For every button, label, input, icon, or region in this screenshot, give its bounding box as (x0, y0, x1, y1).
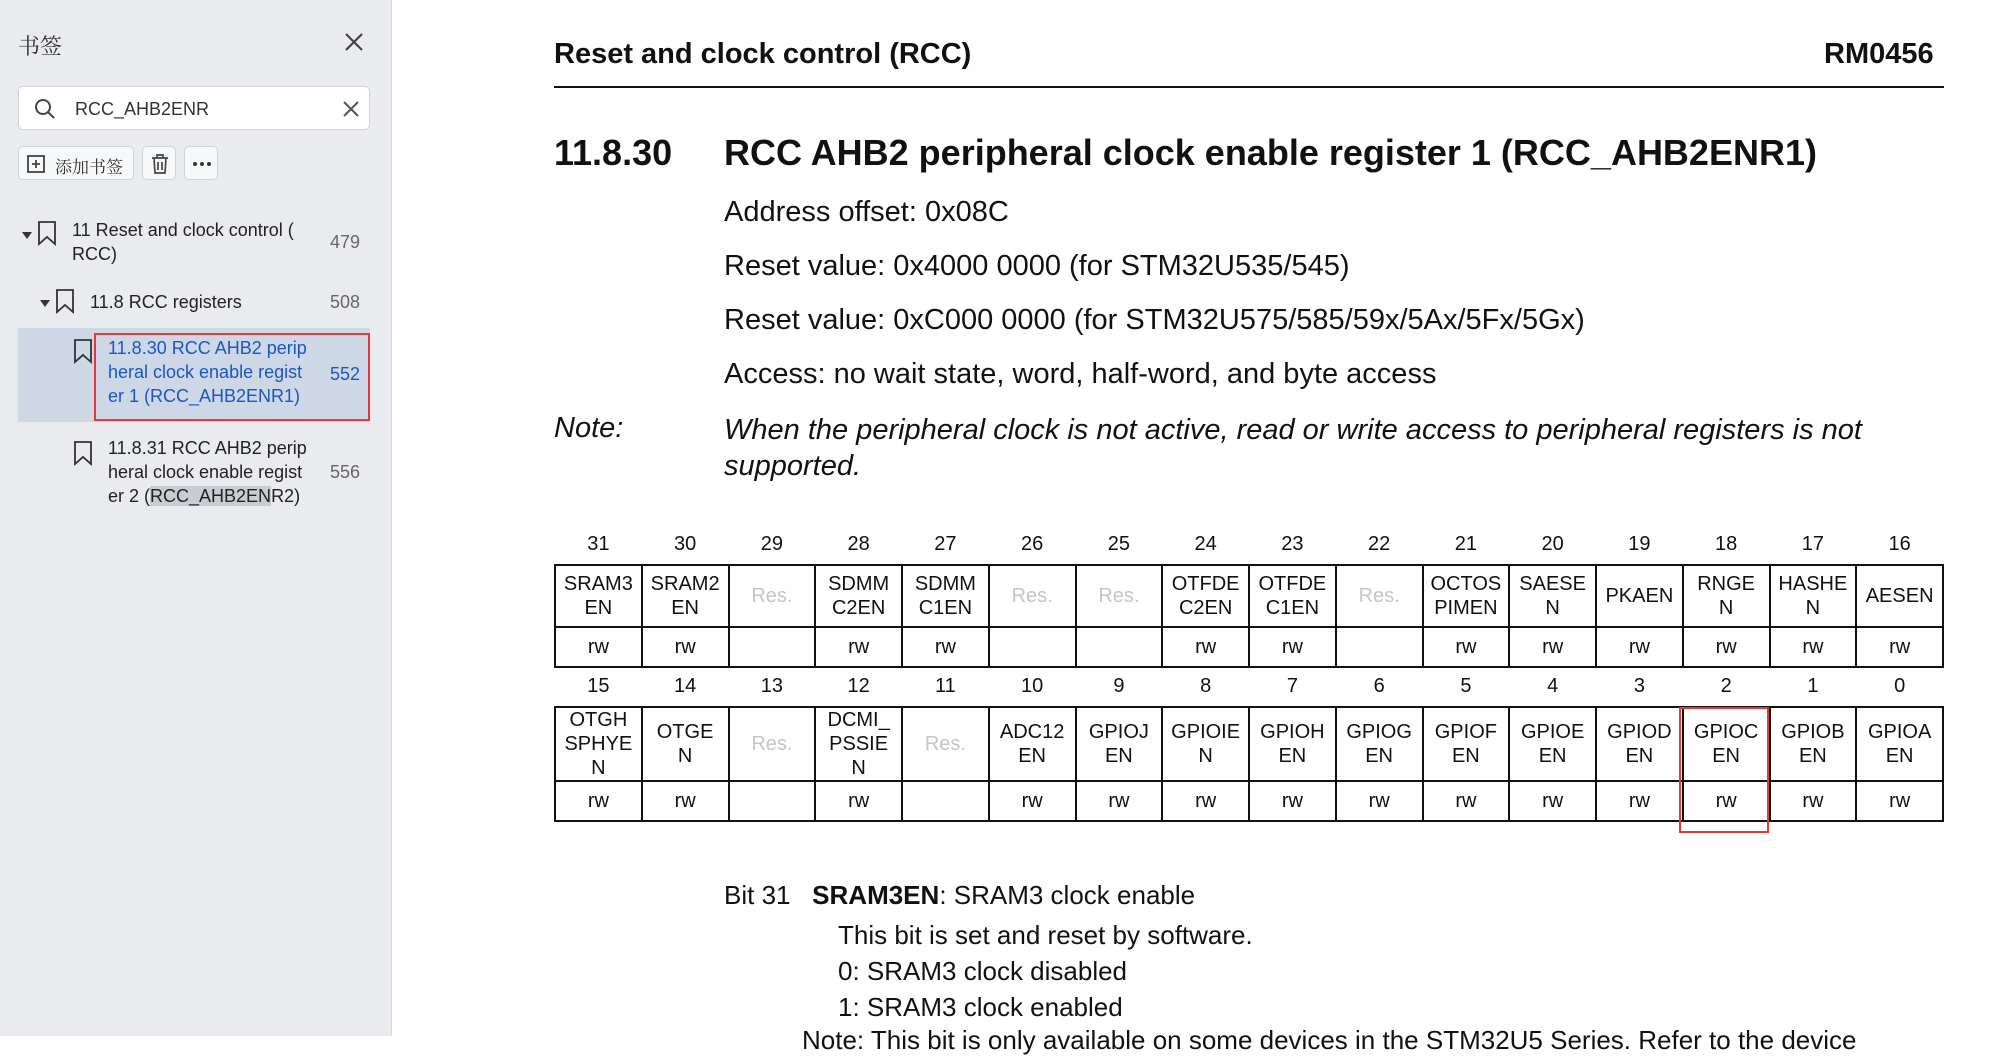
expand-arrow-icon[interactable] (20, 228, 34, 242)
more-icon (191, 153, 213, 175)
bookmark-icon (72, 338, 94, 364)
bookmark-label (108, 484, 307, 508)
bit-number: 14 (674, 675, 697, 697)
field-access: rw (1249, 781, 1336, 821)
bit-number: 19 (1628, 533, 1651, 555)
register-field: ADC12 EN (989, 707, 1076, 781)
bit-number: 21 (1454, 533, 1477, 555)
bookmark-label: 11.8.31 RCC AHB2 perip (108, 438, 307, 458)
bit-number: 1 (1807, 675, 1819, 697)
section-title: RCC AHB2 peripheral clock enable register 1 (RCC_AHB2ENR1) (724, 132, 1817, 173)
register-field: GPIOG EN (1336, 707, 1423, 781)
field-access: rw (1423, 627, 1510, 667)
bit-number: 20 (1541, 533, 1564, 555)
register-field: OTGH SPHYE N (555, 707, 642, 781)
register-field: Res. (989, 565, 1076, 627)
register-field: OCTOS PIMEN (1423, 565, 1510, 627)
register-field: PKAEN (1596, 565, 1683, 627)
register-field: GPIOB EN (1770, 707, 1857, 781)
bit-number: 24 (1194, 533, 1217, 555)
field-access: rw (1162, 781, 1249, 821)
field-access: rw (555, 627, 642, 667)
field-access: rw (1249, 627, 1336, 667)
field-access: rw (642, 781, 729, 821)
bit-number: 11 (934, 675, 956, 697)
field-access: rw (1509, 627, 1596, 667)
page-number: 556 (330, 462, 361, 482)
register-field: OTFDE C1EN (1249, 565, 1336, 627)
bit-number-row (555, 524, 1943, 565)
field-access: rw (989, 781, 1076, 821)
bit-number: 25 (1107, 533, 1130, 555)
field-access (902, 781, 989, 821)
bit-number-row (555, 666, 1943, 707)
running-header-title: Reset and clock control (RCC) (554, 38, 972, 70)
field-access: rw (1423, 781, 1510, 821)
bookmark-label: 11 Reset and clock control ( (72, 220, 294, 240)
more-options-button[interactable] (184, 146, 218, 180)
bit-note-cut-off: Note: This bit is only available on some devices in the STM32U5 Series. Refer to the device (802, 1025, 1857, 1055)
address-offset: Address offset: 0x08C (724, 196, 1009, 228)
trash-icon (149, 153, 171, 175)
bit-number: 12 (847, 675, 870, 697)
register-field: HASHE N (1770, 565, 1857, 627)
register-field: GPIOC EN (1683, 707, 1770, 781)
bit-number: 18 (1715, 533, 1738, 555)
access-row (555, 781, 1943, 821)
bookmark-label: 11.8.30 RCC AHB2 perip (108, 338, 307, 358)
bit-number: 27 (934, 533, 957, 555)
search-match-highlight: RCC_AHB2EN (150, 486, 272, 506)
register-table-upper (554, 524, 1944, 668)
bit-number: 28 (847, 533, 870, 555)
field-access (989, 627, 1076, 667)
bit-field-name: SRAM3EN (812, 880, 940, 910)
bookmark-item-ahb2enr1[interactable] (0, 330, 391, 422)
bit-number: 30 (674, 533, 697, 555)
register-field: Res. (729, 707, 816, 781)
section-number: 11.8.30 (554, 132, 673, 173)
bit-label: Bit 31 (724, 880, 791, 910)
bit-number: 23 (1281, 533, 1304, 555)
bookmark-label: 11.8 RCC registers (90, 292, 242, 312)
register-field: Res. (902, 707, 989, 781)
bookmark-search (18, 86, 370, 130)
register-field: SAESE N (1509, 565, 1596, 627)
field-access (1076, 627, 1163, 667)
register-field: AESEN (1856, 565, 1943, 627)
access-info: Access: no wait state, word, half-word, and byte access (724, 358, 1437, 390)
register-field: SRAM3 EN (555, 565, 642, 627)
label-part: R2) (271, 486, 301, 506)
register-field: GPIOE EN (1509, 707, 1596, 781)
field-access (729, 781, 816, 821)
bookmark-icon (72, 440, 94, 466)
field-access: rw (1856, 781, 1943, 821)
bit-number: 31 (587, 533, 610, 555)
register-field: GPIOIE N (1162, 707, 1249, 781)
field-access: rw (1856, 627, 1943, 667)
bookmark-label: heral clock enable regist (108, 462, 303, 482)
bookmark-item-rcc-registers[interactable] (0, 286, 391, 318)
search-input[interactable] (73, 93, 327, 125)
field-access: rw (1770, 627, 1857, 667)
reset-value-1: Reset value: 0x4000 0000 (for STM32U535/545) (724, 250, 1350, 282)
field-name-row (555, 565, 1943, 627)
bit-number: 10 (1021, 675, 1044, 697)
bit-field-desc: : SRAM3 clock enable (939, 880, 1196, 910)
page-number: 508 (330, 292, 361, 312)
bit-number: 0 (1894, 675, 1906, 697)
label-part: er 2 ( (108, 486, 151, 506)
delete-bookmark-button[interactable] (142, 146, 176, 180)
register-field: GPIOH EN (1249, 707, 1336, 781)
bit-number: 7 (1286, 675, 1298, 697)
field-access (1336, 627, 1423, 667)
clear-search-icon[interactable] (339, 97, 363, 121)
field-access: rw (1683, 627, 1770, 667)
add-bookmark-label: 添加书签 (55, 158, 123, 178)
bit-number: 8 (1200, 675, 1212, 697)
field-access: rw (555, 781, 642, 821)
register-field: DCMI_ PSSIE N (815, 707, 902, 781)
expand-arrow-icon[interactable] (38, 296, 52, 310)
bit-desc-line: This bit is set and reset by software. (838, 920, 1253, 950)
register-field: SRAM2 EN (642, 565, 729, 627)
field-access: rw (1509, 781, 1596, 821)
register-field: SDMM C1EN (902, 565, 989, 627)
bit-number: 26 (1021, 533, 1044, 555)
bit-description-heading (724, 880, 1195, 911)
add-bookmark-icon (25, 153, 47, 175)
register-field: Res. (729, 565, 816, 627)
note-label: Note: (554, 412, 624, 444)
bit-number: 6 (1373, 675, 1385, 697)
field-access: rw (1596, 627, 1683, 667)
bit-number: 5 (1460, 675, 1472, 697)
bit-number: 29 (760, 533, 783, 555)
field-access: rw (1683, 781, 1770, 821)
field-access: rw (1162, 627, 1249, 667)
register-field: GPIOF EN (1423, 707, 1510, 781)
register-field: OTGE N (642, 707, 729, 781)
bit-number: 16 (1888, 533, 1911, 555)
header-rule (554, 86, 1944, 88)
register-field: OTFDE C2EN (1162, 565, 1249, 627)
register-field: SDMM C2EN (815, 565, 902, 627)
running-header-doc-id: RM0456 (1824, 38, 1934, 70)
page-number: 552 (330, 364, 361, 384)
register-field: RNGE N (1683, 565, 1770, 627)
page-number: 479 (330, 232, 361, 252)
bit-number: 17 (1801, 533, 1824, 555)
bit-desc-line: 0: SRAM3 clock disabled (838, 956, 1128, 986)
bit-number: 15 (587, 675, 610, 697)
add-bookmark-button[interactable] (18, 146, 134, 180)
field-access: rw (1770, 781, 1857, 821)
bookmark-item-ahb2enr2[interactable] (0, 432, 391, 524)
document-page (392, 0, 1997, 1055)
register-field: GPIOD EN (1596, 707, 1683, 781)
bookmark-panel (0, 0, 392, 1036)
bit-number: 9 (1113, 675, 1125, 697)
field-access: rw (815, 781, 902, 821)
field-access: rw (642, 627, 729, 667)
field-access: rw (815, 627, 902, 667)
bookmark-icon (54, 288, 76, 314)
bookmark-item-reset-clock-control[interactable] (0, 214, 391, 270)
field-access (729, 627, 816, 667)
panel-title: 书签 (18, 35, 63, 60)
search-icon (33, 97, 57, 121)
bit-number: 2 (1720, 675, 1732, 697)
register-field: Res. (1076, 565, 1163, 627)
bit-number: 3 (1633, 675, 1645, 697)
bit-number: 22 (1368, 533, 1391, 555)
reset-value-2: Reset value: 0xC000 0000 (for STM32U575/585/59x/5Ax/5Fx/5Gx) (724, 304, 1585, 336)
field-access: rw (902, 627, 989, 667)
bit-number: 4 (1547, 675, 1559, 697)
register-field: GPIOJ EN (1076, 707, 1163, 781)
register-field: GPIOA EN (1856, 707, 1943, 781)
bit-desc-line: 1: SRAM3 clock enabled (838, 992, 1123, 1022)
field-access: rw (1336, 781, 1423, 821)
register-field: Res. (1336, 565, 1423, 627)
close-icon[interactable] (340, 28, 368, 56)
access-row (555, 627, 1943, 667)
bookmark-label: er 1 (RCC_AHB2ENR1) (108, 386, 301, 406)
bookmark-icon (36, 220, 58, 246)
field-access: rw (1076, 781, 1163, 821)
register-table-lower (554, 666, 1944, 822)
bit-number: 13 (760, 675, 783, 697)
field-access: rw (1596, 781, 1683, 821)
note-text: When the peripheral clock is not active, read or write access to peripheral registers is not supported. (724, 414, 1862, 482)
bookmark-label: RCC) (72, 244, 117, 264)
bookmark-label: heral clock enable regist (108, 362, 303, 382)
field-name-row (555, 707, 1943, 781)
